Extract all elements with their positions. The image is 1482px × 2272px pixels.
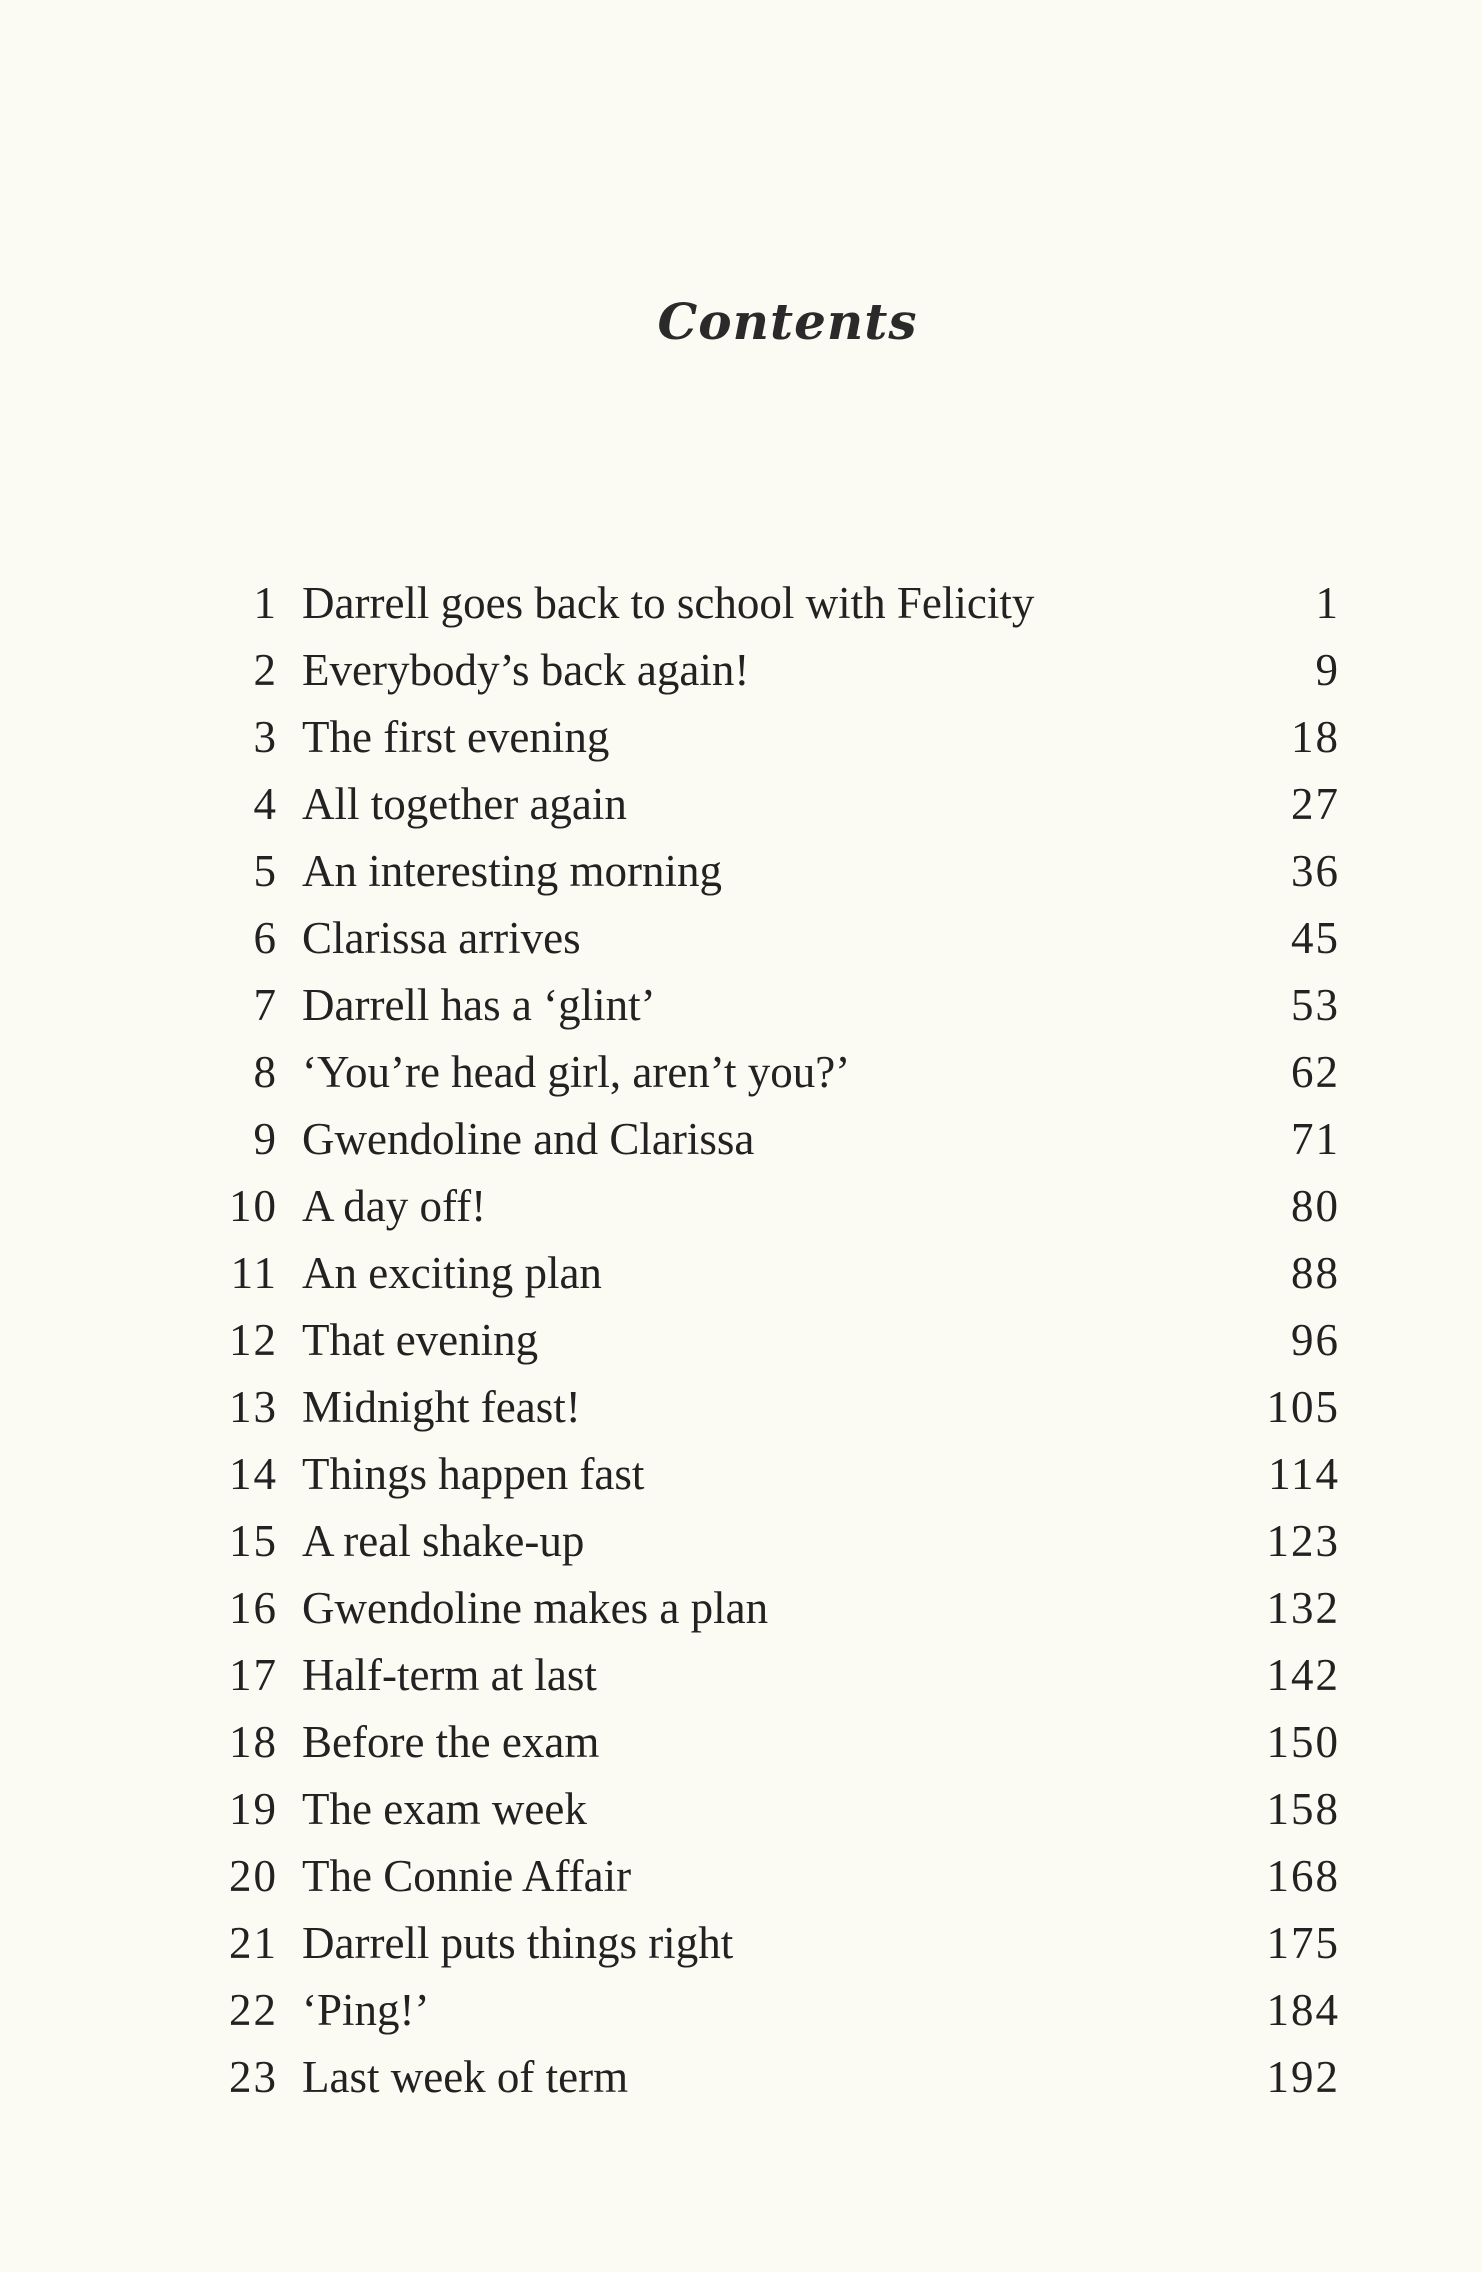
chapter-number: 12 <box>229 1315 278 1365</box>
chapter-title: Darrell goes back to school with Felicity <box>302 578 1035 628</box>
chapter-number: 1 <box>253 578 278 628</box>
toc-entry <box>220 1441 1340 1508</box>
toc-entry <box>220 1240 1340 1307</box>
toc-entry <box>220 1910 1340 1977</box>
chapter-number: 6 <box>253 913 278 963</box>
toc-entry <box>220 2044 1340 2111</box>
chapter-number: 7 <box>253 980 278 1030</box>
page-number: 9 <box>1315 645 1340 695</box>
page-number: 1 <box>1315 578 1340 628</box>
toc-entry <box>220 704 1340 771</box>
page-number: 114 <box>1268 1449 1340 1499</box>
chapter-number: 16 <box>229 1583 278 1633</box>
page-number: 175 <box>1266 1918 1340 1968</box>
chapter-number: 23 <box>229 2052 278 2102</box>
toc-entry <box>220 1977 1340 2044</box>
chapter-title: The Connie Affair <box>302 1851 632 1901</box>
chapter-title: The exam week <box>302 1784 587 1834</box>
chapter-title: Clarissa arrives <box>302 913 581 963</box>
chapter-number: 10 <box>229 1181 278 1231</box>
chapter-number: 9 <box>253 1114 278 1164</box>
chapter-number: 14 <box>229 1449 278 1499</box>
chapter-title: Last week of term <box>302 2052 629 2102</box>
toc-entry <box>220 771 1340 838</box>
chapter-title: ‘You’re head girl, aren’t you?’ <box>302 1047 851 1097</box>
page-number: 71 <box>1291 1114 1340 1164</box>
page-number: 96 <box>1291 1315 1340 1365</box>
chapter-title: Half-term at last <box>302 1650 597 1700</box>
toc-entry <box>220 1575 1340 1642</box>
page-number: 45 <box>1291 913 1340 963</box>
chapter-title: A real shake-up <box>302 1516 585 1566</box>
toc-entry <box>220 905 1340 972</box>
page-number: 27 <box>1291 779 1340 829</box>
toc-entry <box>220 1307 1340 1374</box>
chapter-title: Gwendoline makes a plan <box>302 1583 769 1633</box>
page-number: 150 <box>1266 1717 1340 1767</box>
chapter-title: Gwendoline and Clarissa <box>302 1114 755 1164</box>
toc-entry <box>220 838 1340 905</box>
toc-entry <box>220 637 1340 704</box>
page-number: 88 <box>1291 1248 1340 1298</box>
chapter-number: 17 <box>229 1650 278 1700</box>
chapter-number: 18 <box>229 1717 278 1767</box>
page-number: 105 <box>1266 1382 1340 1432</box>
chapter-title: A day off! <box>302 1181 487 1231</box>
chapter-number: 2 <box>253 645 278 695</box>
chapter-title: Midnight feast! <box>302 1382 581 1432</box>
toc-entry <box>220 1709 1340 1776</box>
toc-entry <box>220 1374 1340 1441</box>
chapter-number: 21 <box>229 1918 278 1968</box>
chapter-number: 19 <box>229 1784 278 1834</box>
chapter-number: 5 <box>253 846 278 896</box>
page-number: 80 <box>1291 1181 1340 1231</box>
page-number: 158 <box>1266 1784 1340 1834</box>
toc-entry <box>220 1508 1340 1575</box>
page-number: 168 <box>1266 1851 1340 1901</box>
toc-entry <box>220 1843 1340 1910</box>
chapter-number: 11 <box>230 1248 278 1298</box>
page-number: 62 <box>1291 1047 1340 1097</box>
toc-entry <box>220 570 1340 637</box>
toc-entry <box>220 1642 1340 1709</box>
page-number: 142 <box>1266 1650 1340 1700</box>
chapter-number: 20 <box>229 1851 278 1901</box>
chapter-number: 3 <box>253 712 278 762</box>
chapter-title: Darrell puts things right <box>302 1918 734 1968</box>
chapter-title: All together again <box>302 779 627 829</box>
chapter-title: Everybody’s back again! <box>302 645 750 695</box>
toc-entry <box>220 1173 1340 1240</box>
toc-entry <box>220 972 1340 1039</box>
table-of-contents <box>220 570 1340 2111</box>
chapter-title: An interesting morning <box>302 846 722 896</box>
toc-entry <box>220 1106 1340 1173</box>
page-number: 132 <box>1266 1583 1340 1633</box>
chapter-title: The first evening <box>302 712 610 762</box>
chapter-number: 22 <box>229 1985 278 2035</box>
toc-entry <box>220 1039 1340 1106</box>
chapter-title: ‘Ping!’ <box>302 1985 430 2035</box>
toc-entry <box>220 1776 1340 1843</box>
chapter-title: That evening <box>302 1315 539 1365</box>
chapter-title: Before the exam <box>302 1717 600 1767</box>
page-number: 184 <box>1266 1985 1340 2035</box>
page-number: 192 <box>1266 2052 1340 2102</box>
chapter-title: An exciting plan <box>302 1248 602 1298</box>
page-number: 36 <box>1291 846 1340 896</box>
chapter-number: 4 <box>253 779 278 829</box>
chapter-title: Darrell has a ‘glint’ <box>302 980 656 1030</box>
page-number: 18 <box>1291 712 1340 762</box>
page-title: Contents <box>657 292 918 351</box>
page-number: 53 <box>1291 980 1340 1030</box>
chapter-title: Things happen fast <box>302 1449 645 1499</box>
chapter-number: 13 <box>229 1382 278 1432</box>
page-number: 123 <box>1266 1516 1340 1566</box>
chapter-number: 15 <box>229 1516 278 1566</box>
chapter-number: 8 <box>253 1047 278 1097</box>
